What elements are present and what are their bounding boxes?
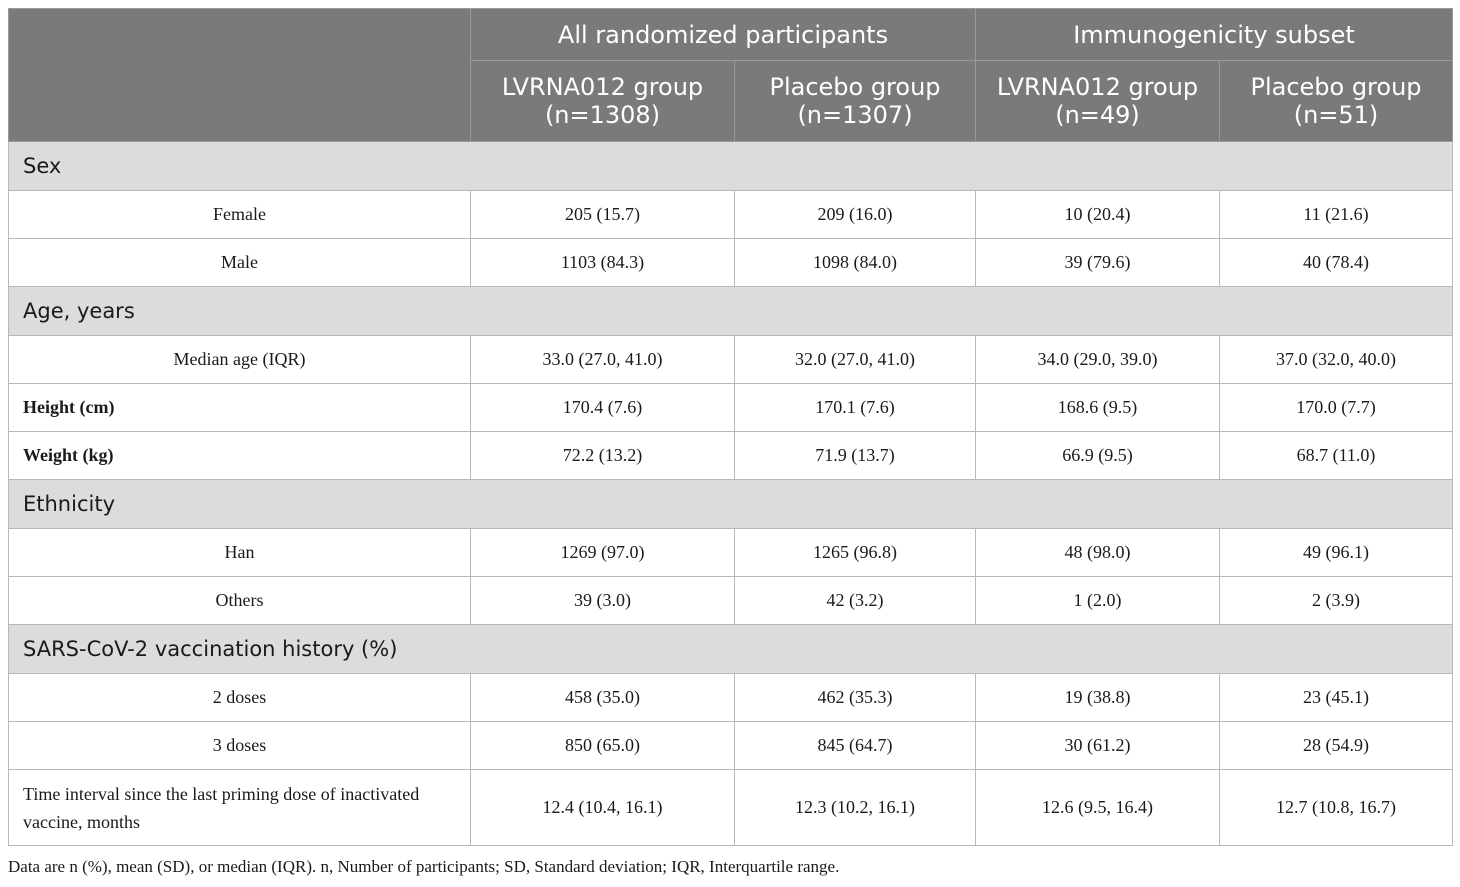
table-cell: 12.6 (9.5, 16.4) [976, 770, 1220, 846]
table-cell: 458 (35.0) [471, 674, 735, 722]
table-cell: 170.1 (7.6) [735, 384, 976, 432]
header-placebo-all: Placebo group (n=1307) [735, 61, 976, 142]
table-cell: 2 (3.9) [1220, 577, 1453, 625]
table-row [9, 770, 1453, 846]
table-cell: 1269 (97.0) [471, 529, 735, 577]
table-cell: 205 (15.7) [471, 191, 735, 239]
table-cell: 23 (45.1) [1220, 674, 1453, 722]
table-cell: 845 (64.7) [735, 722, 976, 770]
demographics-table [8, 8, 1453, 846]
table-cell: 168.6 (9.5) [976, 384, 1220, 432]
table-cell: 39 (79.6) [976, 239, 1220, 287]
section-row-age [9, 287, 1453, 336]
table-cell: 10 (20.4) [976, 191, 1220, 239]
table-row [9, 336, 1453, 384]
table-row [9, 191, 1453, 239]
row-label: 2 doses [9, 674, 471, 722]
row-label: Others [9, 577, 471, 625]
table-cell: 30 (61.2) [976, 722, 1220, 770]
section-title: Age, years [9, 287, 1453, 336]
table-row [9, 239, 1453, 287]
table-cell: 32.0 (27.0, 41.0) [735, 336, 976, 384]
table-row [9, 529, 1453, 577]
header-group-immuno: Immunogenicity subset [976, 9, 1453, 61]
row-label: Time interval since the last priming dose of inactivated vaccine, months [9, 770, 471, 846]
table-cell: 11 (21.6) [1220, 191, 1453, 239]
table-cell: 71.9 (13.7) [735, 432, 976, 480]
table-row [9, 384, 1453, 432]
table-row [9, 722, 1453, 770]
section-row-vaccination [9, 625, 1453, 674]
table-cell: 1098 (84.0) [735, 239, 976, 287]
header-lvrna-all: LVRNA012 group (n=1308) [471, 61, 735, 142]
section-title: Sex [9, 142, 1453, 191]
table-row [9, 674, 1453, 722]
table-cell: 39 (3.0) [471, 577, 735, 625]
header-row-groups [9, 9, 1453, 61]
table-cell: 72.2 (13.2) [471, 432, 735, 480]
row-label: Han [9, 529, 471, 577]
header-lvrna-sub: LVRNA012 group (n=49) [976, 61, 1220, 142]
table-cell: 68.7 (11.0) [1220, 432, 1453, 480]
row-label: Median age (IQR) [9, 336, 471, 384]
table-cell: 1 (2.0) [976, 577, 1220, 625]
table-cell: 12.4 (10.4, 16.1) [471, 770, 735, 846]
table-cell: 34.0 (29.0, 39.0) [976, 336, 1220, 384]
header-group-all: All randomized participants [471, 9, 976, 61]
table-cell: 170.4 (7.6) [471, 384, 735, 432]
table-cell: 37.0 (32.0, 40.0) [1220, 336, 1453, 384]
section-title: SARS-CoV-2 vaccination history (%) [9, 625, 1453, 674]
table-cell: 1103 (84.3) [471, 239, 735, 287]
section-row-ethnicity [9, 480, 1453, 529]
table-cell: 66.9 (9.5) [976, 432, 1220, 480]
row-label: Height (cm) [9, 384, 471, 432]
table-cell: 12.3 (10.2, 16.1) [735, 770, 976, 846]
table-row [9, 432, 1453, 480]
table-cell: 48 (98.0) [976, 529, 1220, 577]
table-cell: 12.7 (10.8, 16.7) [1220, 770, 1453, 846]
table-cell: 170.0 (7.7) [1220, 384, 1453, 432]
table-footnote: Data are n (%), mean (SD), or median (IQR). n, Number of participants; SD, Standard deviation; IQR, Interquartile range. [8, 857, 840, 876]
row-label: Weight (kg) [9, 432, 471, 480]
table-row [9, 577, 1453, 625]
header-placebo-sub: Placebo group (n=51) [1220, 61, 1453, 142]
table-cell: 49 (96.1) [1220, 529, 1453, 577]
table-cell: 1265 (96.8) [735, 529, 976, 577]
table-cell: 40 (78.4) [1220, 239, 1453, 287]
table-cell: 209 (16.0) [735, 191, 976, 239]
section-title: Ethnicity [9, 480, 1453, 529]
table-cell: 28 (54.9) [1220, 722, 1453, 770]
table-cell: 33.0 (27.0, 41.0) [471, 336, 735, 384]
table-cell: 850 (65.0) [471, 722, 735, 770]
demographics-table-container [8, 8, 1452, 846]
row-label: Female [9, 191, 471, 239]
table-cell: 462 (35.3) [735, 674, 976, 722]
row-label: Male [9, 239, 471, 287]
table-cell: 42 (3.2) [735, 577, 976, 625]
header-empty-cell [9, 9, 471, 142]
table-cell: 19 (38.8) [976, 674, 1220, 722]
row-label: 3 doses [9, 722, 471, 770]
section-row-sex [9, 142, 1453, 191]
